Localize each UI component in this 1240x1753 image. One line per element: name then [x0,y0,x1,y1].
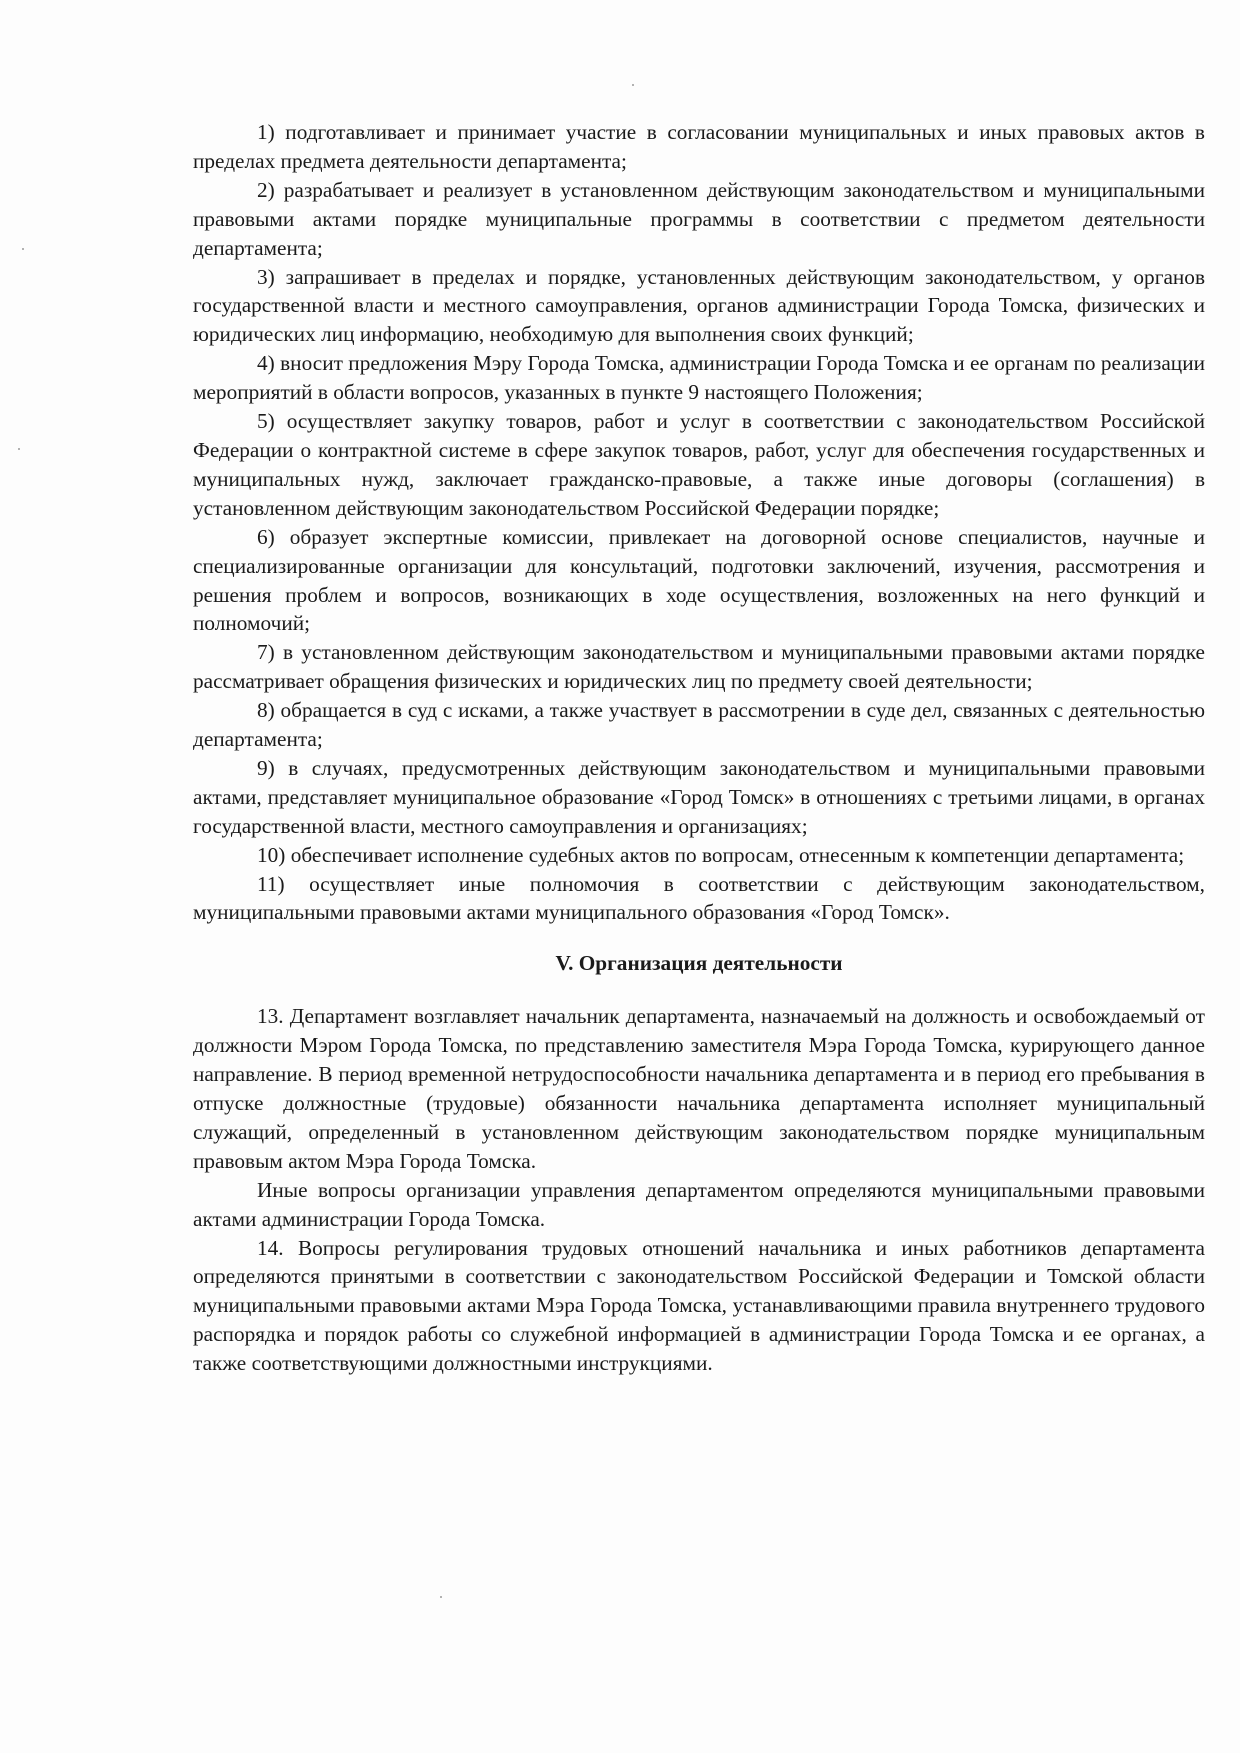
list-item-11: 11) осуществляет иные полномочия в соответствии с действующим законодательством, муниципальными правовыми актами муниципального образования «Город Томск». [193,871,1205,925]
section-heading: V. Организация деятельности [555,951,843,976]
paragraph-other-questions: Иные вопросы организации управления департаментом определяются муниципальными правовыми актами администрации Города Томска. [193,1177,1205,1231]
list-item-1: 1) подготавливает и принимает участие в согласовании муниципальных и иных правовых актов в пределах предмета деятельности департамента; [193,120,1205,173]
list-item-3: 3) запрашивает в пределах и порядке, установленных действующим законодательством, у органов государственной власти и местного самоуправления, органов администрации Города Томска, физических и юридических лиц информацию, необходимую для выполнения своих функций; [193,264,1205,347]
list-item-7: 7) в установленном действующим законодательством и муниципальными правовыми актами порядке рассматривает обращения физических и юридических лиц по предмету своей деятельности; [193,640,1205,694]
list-item-9: 9) в случаях, предусмотренных действующим законодательством и муниципальными правовыми актами, представляет муниципальное образование «Город Томск» в отношениях с третьими лицами, в органах государственной власти, местного самоуправления и организациях; [193,755,1205,838]
paragraph-13: 13. Департамент возглавляет начальник департамента, назначаемый на должность и освобождаемый от должности Мэром Города Томска, по представлению заместителя Мэра Города Томска, курирующего данное направление. В период временной нетрудоспособности начальника департамента и в период его пребывания в отпуске должностные (трудовые) обязанности начальника департамента исполняет муниципальный служащий, определенный в установленном действующим законодательством порядке муниципальным правовым актом Мэра Города Томска. [193,1004,1205,1173]
document-body [193,118,1205,1378]
paragraph-14: 14. Вопросы регулирования трудовых отношений начальника и иных работников департамента определяются принятыми в соответствии с законодательством Российской Федерации и Томской области муниципальными правовыми актами Мэра Города Томска, устанавливающими правила внутреннего трудового распорядка и порядок работы со служебной информацией в администрации Города Томска и ее органах, а также соответствующими должностными инструкциями. [193,1235,1205,1376]
scan-speck [18,448,20,450]
scan-speck [22,248,24,250]
list-item-5: 5) осуществляет закупку товаров, работ и услуг в соответствии с законодательством Российской Федерации о контрактной системе в сфере закупок товаров, работ, услуг для обеспечения государственных и муниципальных нужд, заключает гражданско-правовые, а также иные договоры (соглашения) в установленном действующим законодательством Российской Федерации порядке; [193,409,1205,520]
list-item-4: 4) вносит предложения Мэру Города Томска, администрации Города Томска и ее органам по реализации мероприятий в области вопросов, указанных в пункте 9 настоящего Положения; [193,351,1205,405]
list-item-2: 2) разрабатывает и реализует в установленном действующим законодательством и муниципальными правовыми актами порядке муниципальные программы в соответствии с предметом деятельности департамента; [193,177,1205,260]
list-item-10: 10) обеспечивает исполнение судебных актов по вопросам, отнесенным к компетенции департамента; [257,842,1185,867]
scan-speck [632,84,634,86]
list-item-6: 6) образует экспертные комиссии, привлекает на договорной основе специалистов, научные и специализированные организации для консультаций, подготовки заключений, изучения, рассмотрения и решения проблем и вопросов, возникающих в ходе осуществления, возложенных на него функций и полномочий; [193,524,1205,636]
list-item-8: 8) обращается в суд с исками, а также участвует в рассмотрении в суде дел, связанных с деятельностью департамента; [193,698,1205,752]
scan-speck [440,1596,442,1598]
